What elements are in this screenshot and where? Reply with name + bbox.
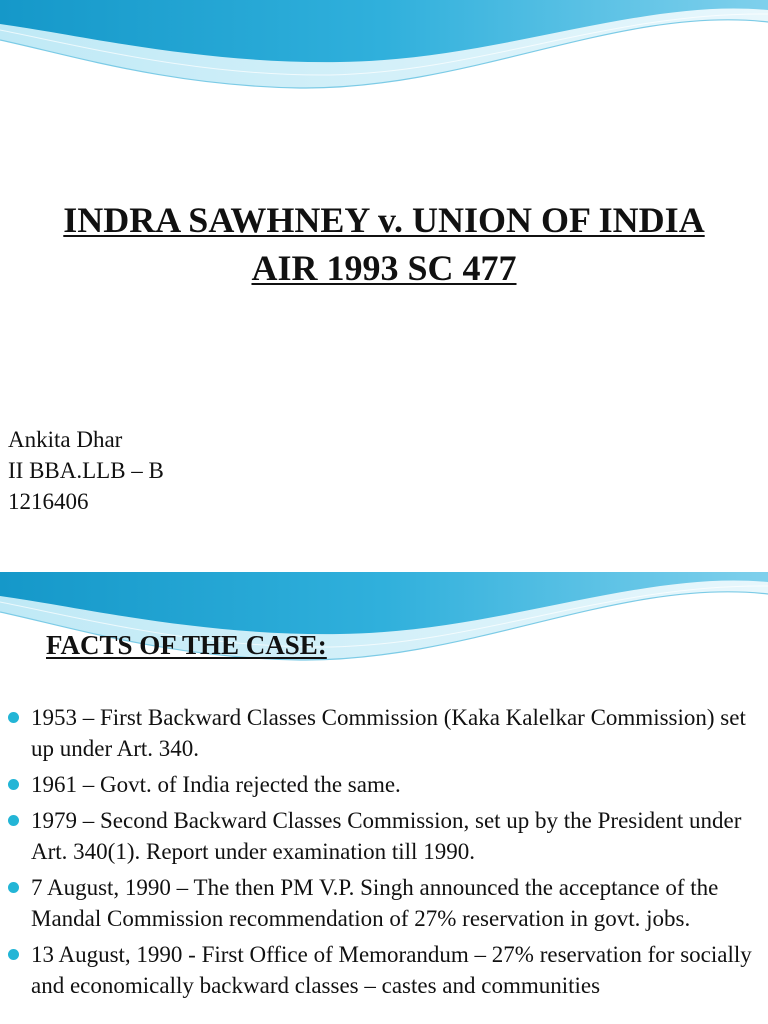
list-item-text: 7 August, 1990 – The then PM V.P. Singh announced the acceptance of the Mandal Commission recommendation of 27% reservation in govt. jobs. xyxy=(31,875,719,931)
list-item-text: 1961 – Govt. of India rejected the same. xyxy=(31,772,401,797)
facts-slide xyxy=(0,572,768,1024)
facts-list xyxy=(0,702,768,1006)
list-item xyxy=(0,939,768,1001)
bullet-icon xyxy=(8,949,19,960)
author-id: 1216406 xyxy=(8,489,89,514)
title-line-2: AIR 1993 SC 477 xyxy=(251,248,517,288)
list-item xyxy=(0,805,768,867)
bullet-icon xyxy=(8,882,19,893)
author-class: II BBA.LLB – B xyxy=(8,458,164,483)
bullet-icon xyxy=(8,815,19,826)
slide-heading: FACTS OF THE CASE: xyxy=(46,630,327,660)
list-item xyxy=(0,769,768,800)
slide-wave-header xyxy=(0,0,768,110)
author-block xyxy=(8,424,164,517)
slide-wave-header xyxy=(0,572,768,682)
list-item-text: 13 August, 1990 - First Office of Memorandum – 27% reservation for socially and economically backward classes – castes and communities xyxy=(31,942,752,998)
bullet-icon xyxy=(8,712,19,723)
list-item xyxy=(0,872,768,934)
bullet-icon xyxy=(8,779,19,790)
author-name: Ankita Dhar xyxy=(8,427,123,452)
title-line-1: INDRA SAWHNEY v. UNION OF INDIA xyxy=(63,200,705,240)
slide-title xyxy=(0,196,768,292)
list-item-text: 1979 – Second Backward Classes Commission, set up by the President under Art. 340(1). Report under examination till 1990. xyxy=(31,808,742,864)
list-item xyxy=(0,702,768,764)
list-item-text: 1953 – First Backward Classes Commission (Kaka Kalelkar Commission) set up under Art. 340. xyxy=(31,705,746,761)
